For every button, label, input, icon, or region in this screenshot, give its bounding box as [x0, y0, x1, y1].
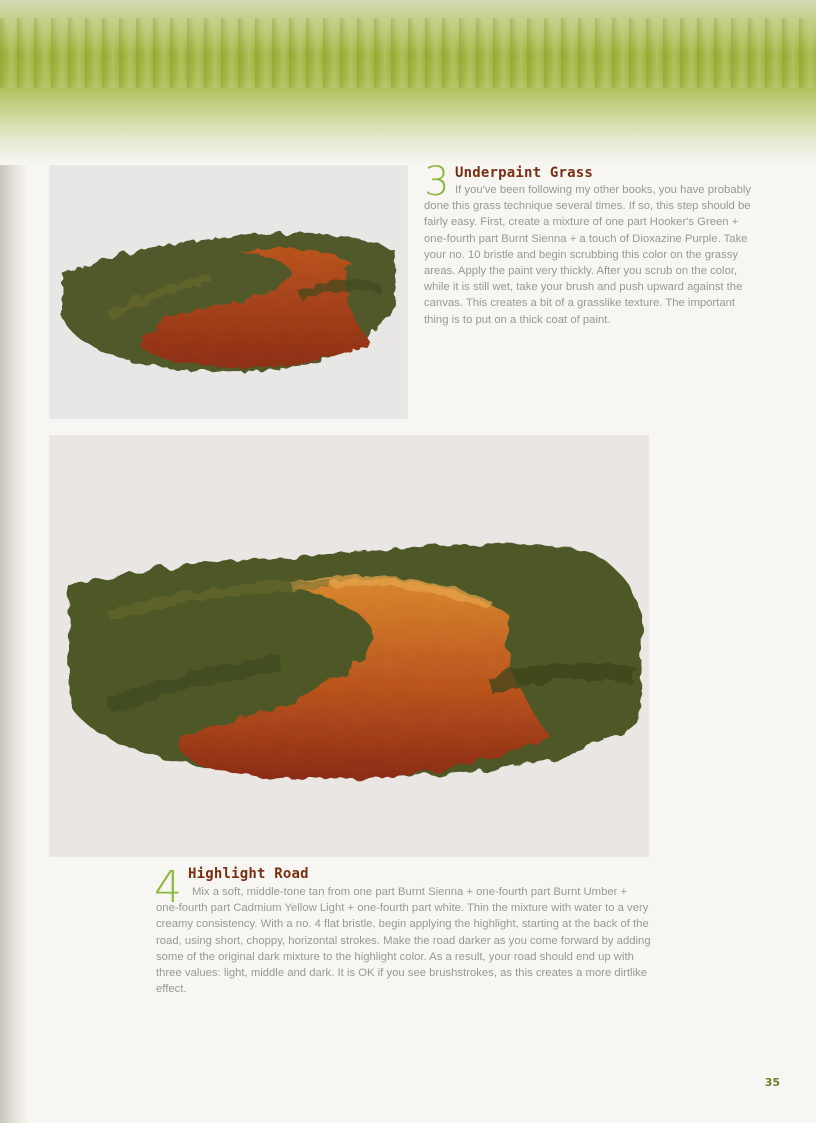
step3-painting-art	[50, 166, 407, 418]
page-number: 35	[764, 1076, 780, 1089]
step3-body: If you've been following my other books, you have probably done this grass technique several times. If so, this step should be fairly easy. First, create a mixture of one part Hooker's Green + one-fourth part Burnt Sienna + a touch of Dioxazine Purple. Take your no. 10 bristle and begin scrubbing this color on the grassy areas. Apply the paint very thickly. After you scrub on the color, while it is still wet, take your brush and push upward against the canvas. This creates a bit of a grasslike texture. The important thing is to put on a thick coat of paint.	[424, 184, 752, 326]
step4-painting-art	[50, 436, 648, 856]
step4-number: 4	[154, 862, 182, 913]
step4-title: Highlight Road	[188, 866, 309, 882]
book-spine-shadow	[0, 0, 28, 1123]
brush-streaks	[0, 18, 816, 88]
step4-body: Mix a soft, middle-tone tan from one part Burnt Sienna + one-fourth part Burnt Umber + one-fourth part Cadmium Yellow Light + one-fourth part white. Thin the mixture with water to a very creamy consistency. With a no. 4 flat bristle, begin applying the highlight, starting at the back of the road, using short, choppy, horizontal strokes. Make the road darker as you come forward by adding some of the original dark mixture to the highlight color. As a result, your road should end up with three values: light, middle and dark. It is OK if you see brushstrokes, as this creates a more dirtlike effect.	[156, 886, 651, 996]
green-header-band	[0, 0, 816, 165]
step3-title: Underpaint Grass	[455, 165, 594, 181]
step3-number: 3	[424, 159, 450, 205]
step4-painting	[50, 436, 648, 856]
step3-painting	[50, 166, 407, 418]
